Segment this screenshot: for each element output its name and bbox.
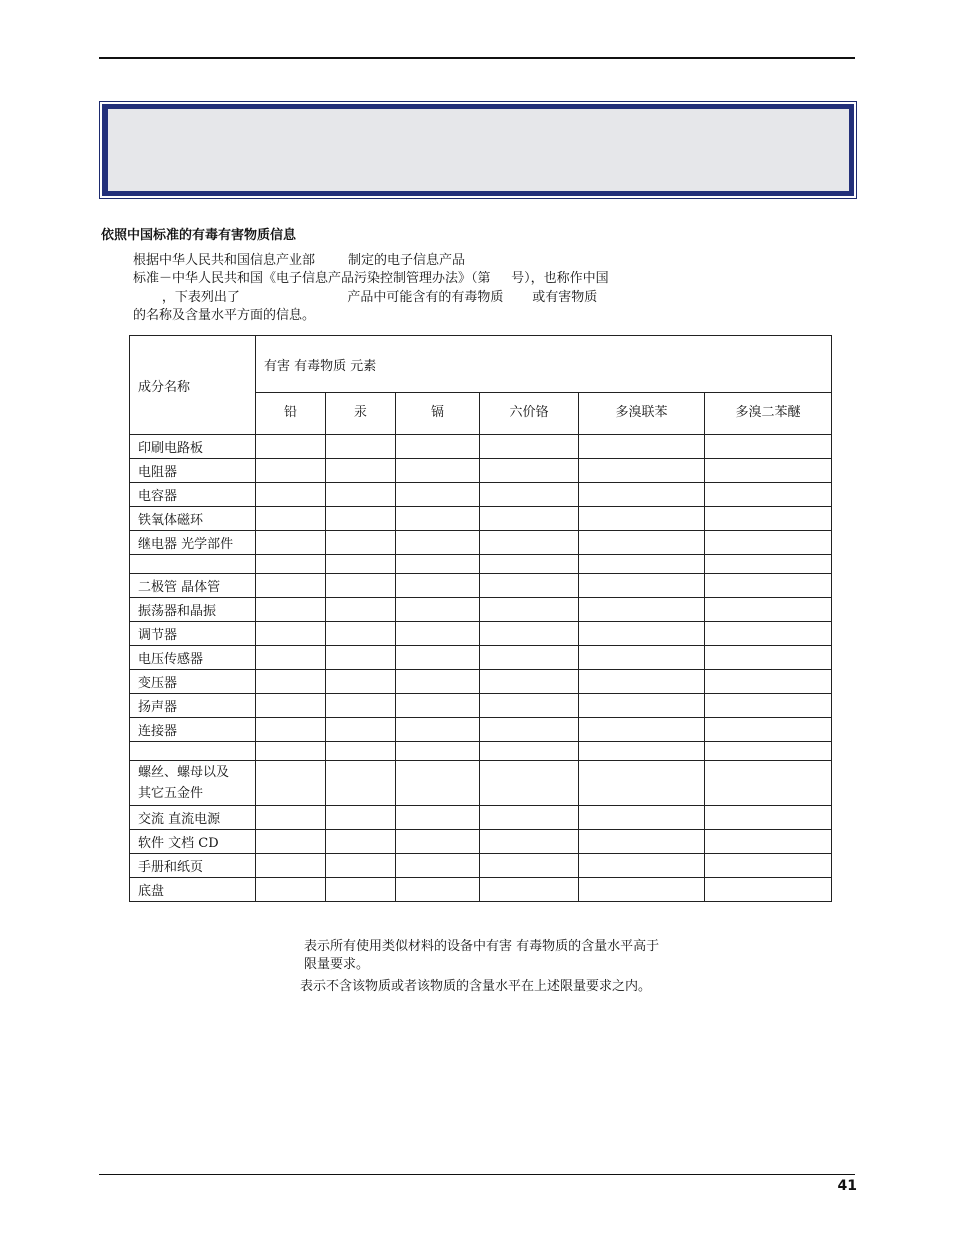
substance-cell xyxy=(256,435,326,459)
substance-cell xyxy=(326,622,396,646)
component-name: 印刷电路板 xyxy=(130,435,256,459)
substance-cell xyxy=(326,761,396,806)
substance-cell xyxy=(256,830,326,854)
substance-cell xyxy=(480,574,579,598)
substance-cell xyxy=(480,718,579,742)
substance-cell xyxy=(396,878,480,902)
substance-mercury: 汞 xyxy=(326,393,396,435)
table-row xyxy=(130,670,832,694)
substance-cell xyxy=(396,718,480,742)
substance-cell xyxy=(705,483,832,507)
substance-cell xyxy=(480,694,579,718)
table-row xyxy=(130,854,832,878)
table-header-row xyxy=(130,336,832,393)
substance-cell xyxy=(579,483,705,507)
component-name: 调节器 xyxy=(130,622,256,646)
intro-line-1: 根据中华人民共和国信息产业部 制定的电子信息产品 xyxy=(133,253,466,268)
substance-cell xyxy=(480,459,579,483)
component-name: 铁氧体磁环 xyxy=(130,507,256,531)
table-row xyxy=(130,555,832,574)
table-row xyxy=(130,622,832,646)
substance-cell xyxy=(579,435,705,459)
table-row xyxy=(130,718,832,742)
table-row xyxy=(130,806,832,830)
substance-cell xyxy=(480,507,579,531)
table-row xyxy=(130,761,832,806)
substance-cell xyxy=(396,854,480,878)
component-name: 振荡器和晶振 xyxy=(130,598,256,622)
header-rule xyxy=(99,57,855,59)
substance-cell xyxy=(326,531,396,555)
substance-cell xyxy=(326,718,396,742)
component-name xyxy=(130,555,256,574)
substance-cell xyxy=(480,878,579,902)
table-row xyxy=(130,507,832,531)
table-row xyxy=(130,742,832,761)
substance-cell xyxy=(705,742,832,761)
substance-cell xyxy=(705,806,832,830)
substance-cell xyxy=(396,555,480,574)
title-banner-panel xyxy=(102,104,854,196)
component-name xyxy=(130,742,256,761)
substance-cell xyxy=(326,878,396,902)
substance-cell xyxy=(705,598,832,622)
substance-cell xyxy=(579,878,705,902)
substance-cell xyxy=(480,622,579,646)
substance-cell xyxy=(480,483,579,507)
title-banner xyxy=(99,101,857,199)
substance-cell xyxy=(579,806,705,830)
hazardous-substance-table xyxy=(129,335,832,902)
substance-cell xyxy=(480,646,579,670)
substance-cell xyxy=(705,646,832,670)
substance-cell xyxy=(396,830,480,854)
substance-cell xyxy=(705,830,832,854)
substance-cell xyxy=(579,761,705,806)
substance-cell xyxy=(326,483,396,507)
substance-cell xyxy=(256,806,326,830)
substance-cell xyxy=(396,761,480,806)
substance-cell xyxy=(579,830,705,854)
substance-lead: 铅 xyxy=(256,393,326,435)
substance-cell xyxy=(579,507,705,531)
table-row xyxy=(130,574,832,598)
substance-cell xyxy=(705,854,832,878)
substance-cell xyxy=(396,531,480,555)
page-number: 41 xyxy=(837,1178,857,1194)
substance-cell xyxy=(579,574,705,598)
substance-cell xyxy=(326,646,396,670)
component-name: 变压器 xyxy=(130,670,256,694)
substance-cell xyxy=(256,670,326,694)
substance-cell xyxy=(326,742,396,761)
intro-line-2: 标准－中华人民共和国《电子信息产品污染控制管理办法》（第 号），也称作中国 xyxy=(133,271,609,286)
substance-cell xyxy=(396,742,480,761)
substance-cell xyxy=(579,742,705,761)
section-heading: 依照中国标准的有毒有害物质信息 xyxy=(101,228,297,243)
substance-cell xyxy=(579,854,705,878)
substance-cell xyxy=(480,830,579,854)
substance-cell xyxy=(396,670,480,694)
substance-cell xyxy=(579,646,705,670)
component-name: 电压传感器 xyxy=(130,646,256,670)
substance-cell xyxy=(256,646,326,670)
component-name: 电容器 xyxy=(130,483,256,507)
substance-cell xyxy=(579,718,705,742)
substance-cell xyxy=(579,622,705,646)
substance-cell xyxy=(579,459,705,483)
substance-cell xyxy=(396,646,480,670)
substance-cell xyxy=(705,435,832,459)
substance-cell xyxy=(480,806,579,830)
substance-cell xyxy=(396,806,480,830)
component-name: 连接器 xyxy=(130,718,256,742)
substance-cell xyxy=(256,622,326,646)
substance-cell xyxy=(705,574,832,598)
substance-cell xyxy=(256,718,326,742)
substance-cell xyxy=(326,694,396,718)
component-name: 二极管 晶体管 xyxy=(130,574,256,598)
substance-cell xyxy=(705,531,832,555)
table-row xyxy=(130,483,832,507)
substance-cell xyxy=(396,435,480,459)
substance-cell xyxy=(480,761,579,806)
table-row xyxy=(130,646,832,670)
substance-cell xyxy=(396,507,480,531)
substance-cell xyxy=(579,531,705,555)
substance-cell xyxy=(480,742,579,761)
substance-cell xyxy=(705,718,832,742)
substance-cell xyxy=(256,878,326,902)
substance-cell xyxy=(396,622,480,646)
substance-cell xyxy=(705,761,832,806)
substance-cell xyxy=(705,507,832,531)
substance-cell xyxy=(256,854,326,878)
component-name: 交流 直流电源 xyxy=(130,806,256,830)
substance-cell xyxy=(256,761,326,806)
substance-cell xyxy=(705,670,832,694)
substance-cell xyxy=(326,507,396,531)
substance-cell xyxy=(480,555,579,574)
component-name: 手册和纸页 xyxy=(130,854,256,878)
substance-cell xyxy=(480,598,579,622)
substance-cell xyxy=(256,555,326,574)
substance-cell xyxy=(396,459,480,483)
intro-line-3: ，下表列出了 产品中可能含有的有毒物质 或有害物质 xyxy=(133,290,598,305)
substance-cell xyxy=(705,555,832,574)
substance-cell xyxy=(396,483,480,507)
substance-cell xyxy=(579,694,705,718)
note-within-limit: 表示不含该物质或者该物质的含量水平在上述限量要求之内。 xyxy=(300,979,652,994)
substance-cell xyxy=(705,622,832,646)
component-name: 继电器 光学部件 xyxy=(130,531,256,555)
substance-cell xyxy=(256,694,326,718)
table-row xyxy=(130,878,832,902)
footer-rule xyxy=(99,1174,855,1175)
substance-cell xyxy=(256,598,326,622)
component-name: 扬声器 xyxy=(130,694,256,718)
substance-cell xyxy=(326,854,396,878)
substance-hexavalent-chromium: 六价铬 xyxy=(480,393,579,435)
substance-cell xyxy=(256,459,326,483)
table-row xyxy=(130,435,832,459)
table-row xyxy=(130,598,832,622)
substance-cell xyxy=(326,670,396,694)
substance-pbde: 多溴二苯醚 xyxy=(705,393,832,435)
substance-cell xyxy=(705,459,832,483)
substance-cell xyxy=(326,555,396,574)
substance-cell xyxy=(480,435,579,459)
substance-cell xyxy=(480,854,579,878)
substance-cell xyxy=(579,670,705,694)
substance-cell xyxy=(326,806,396,830)
substance-cell xyxy=(480,531,579,555)
substance-cell xyxy=(326,459,396,483)
component-name: 电阻器 xyxy=(130,459,256,483)
table-row xyxy=(130,830,832,854)
note-exceeds-limit: 表示所有使用类似材料的设备中有害 有毒物质的含量水平高于 限量要求。 xyxy=(304,939,660,972)
substance-pbb: 多溴联苯 xyxy=(579,393,705,435)
substance-group-header: 有害 有毒物质 元素 xyxy=(256,336,832,393)
substance-cell xyxy=(256,531,326,555)
substance-cell xyxy=(326,598,396,622)
component-name: 螺丝、螺母以及 其它五金件 xyxy=(130,761,256,806)
component-name: 软件 文档 CD xyxy=(130,830,256,854)
substance-cell xyxy=(256,742,326,761)
table-row xyxy=(130,459,832,483)
substance-cell xyxy=(256,507,326,531)
component-header: 成分名称 xyxy=(130,336,256,435)
substance-cadmium: 镉 xyxy=(396,393,480,435)
substance-cell xyxy=(705,694,832,718)
substance-cell xyxy=(256,574,326,598)
substance-cell xyxy=(579,555,705,574)
substance-cell xyxy=(396,694,480,718)
intro-line-4: 的名称及含量水平方面的信息。 xyxy=(133,308,316,323)
substance-cell xyxy=(579,598,705,622)
table-row xyxy=(130,694,832,718)
substance-cell xyxy=(705,878,832,902)
component-name: 底盘 xyxy=(130,878,256,902)
substance-cell xyxy=(480,670,579,694)
substance-cell xyxy=(256,483,326,507)
substance-cell xyxy=(326,574,396,598)
substance-cell xyxy=(396,598,480,622)
table-row xyxy=(130,531,832,555)
substance-cell xyxy=(396,574,480,598)
substance-cell xyxy=(326,830,396,854)
substance-cell xyxy=(326,435,396,459)
